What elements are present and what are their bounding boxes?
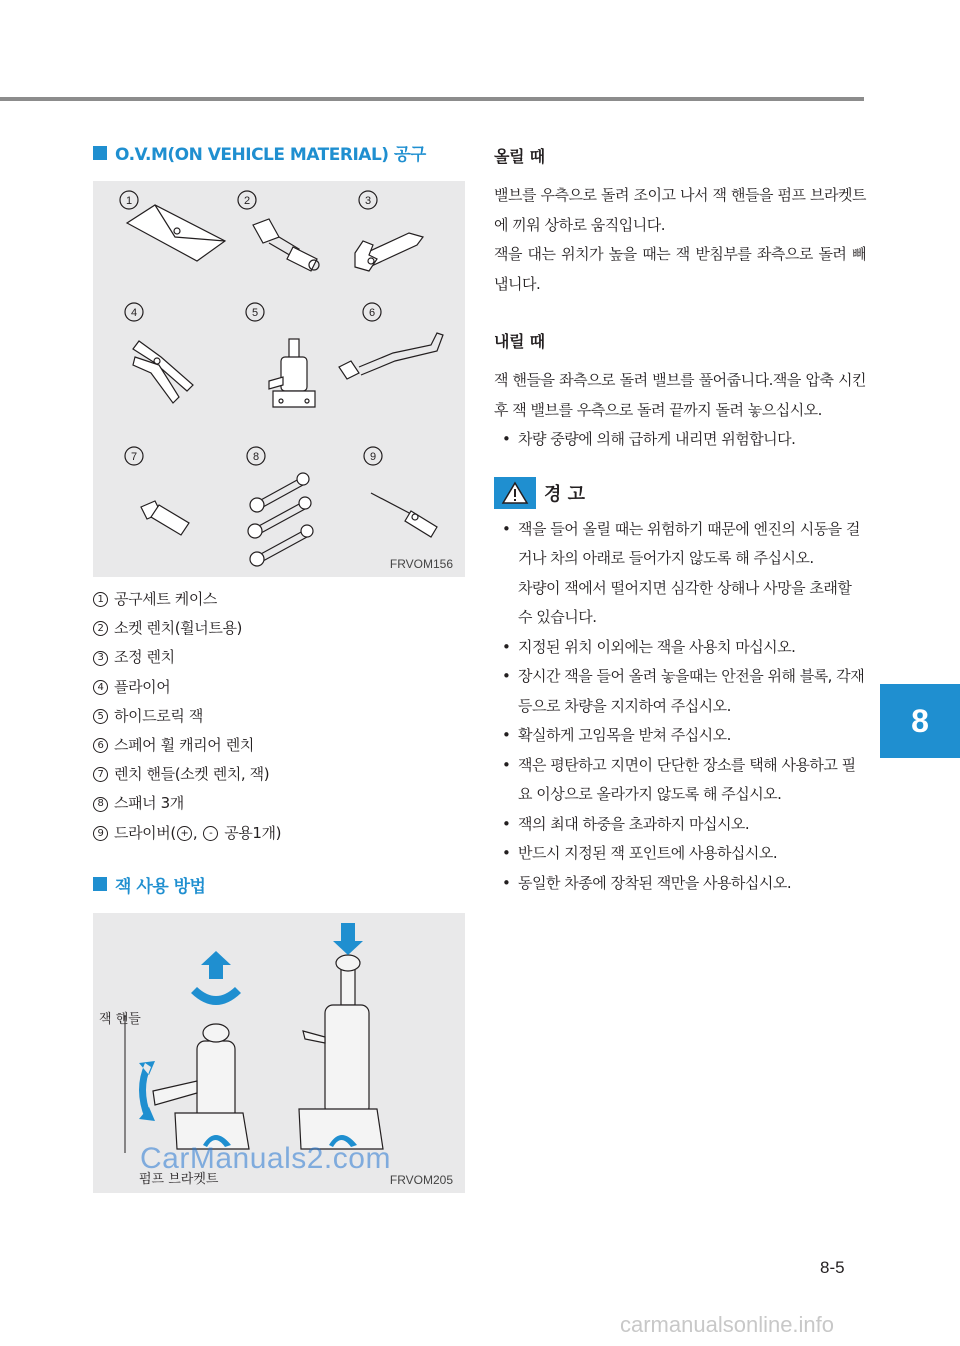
warning-triangle-icon bbox=[494, 477, 536, 509]
hydraulic-jack-icon bbox=[269, 339, 315, 407]
heading-square-icon bbox=[93, 146, 107, 160]
jack-handle-label: 잭 핸들 bbox=[99, 1011, 141, 1027]
list-item: • 지정된 위치 이외에는 잭을 사용치 마십시오. bbox=[494, 633, 866, 663]
pliers-icon bbox=[133, 341, 193, 403]
left-column bbox=[93, 140, 465, 1193]
chapter-tab[interactable]: 8 bbox=[880, 684, 960, 758]
screwdriver-icon bbox=[371, 493, 437, 537]
callout-1-label: 1 bbox=[125, 195, 133, 207]
up-arrow-icon bbox=[201, 951, 231, 979]
lower-paragraph: 잭 핸들을 좌측으로 돌려 밸브를 풀어줍니다.잭을 압축 시킨 후 잭 밸브를 우측으로 돌려 끝까지 돌려 놓으십시오. bbox=[494, 371, 866, 419]
raise-paragraph-2: 잭을 대는 위치가 높을 때는 잭 받침부를 좌측으로 돌려 빼냅니다. bbox=[494, 245, 866, 293]
page-number: 8-5 bbox=[820, 1258, 845, 1277]
tools-illustration bbox=[93, 181, 465, 577]
minus-symbol-icon: - bbox=[203, 826, 218, 841]
list-item: 2 소켓 렌치(휠너트용) bbox=[93, 614, 465, 643]
list-item: 7 렌치 핸들(소켓 렌치, 잭) bbox=[93, 760, 465, 789]
footer-site-link[interactable]: carmanualsonline.info bbox=[620, 1312, 835, 1337]
list-item: • 확실하게 고임목을 받쳐 주십시오. bbox=[494, 721, 866, 751]
lower-bullets bbox=[494, 425, 866, 455]
raise-heading: 올릴 때 bbox=[494, 147, 545, 166]
list-item: 6 스페어 휠 캐리어 렌치 bbox=[93, 731, 465, 760]
pump-bracket-label: 펌프 브라켓트 bbox=[139, 1171, 219, 1187]
list-item: • 차량 중량에 의해 급하게 내리면 위험합니다. bbox=[494, 425, 866, 455]
list-item: • 잭을 들어 올릴 때는 위험하기 때문에 엔진의 시동을 걸거나 차의 아래로 들어가지 않도록 해 주십시오. 차량이 잭에서 떨어지면 심각한 상해나 사망을 초래할 수 있습니다. bbox=[494, 515, 866, 633]
ovm-section-heading: O.V.M(ON VEHICLE MATERIAL) 공구 bbox=[93, 140, 465, 165]
figure-code: FRVOM205 bbox=[389, 1172, 453, 1187]
list-item: 1 공구세트 케이스 bbox=[93, 585, 465, 614]
watermark: CarManuals2.com bbox=[140, 1142, 391, 1175]
list-item: • 장시간 잭을 들어 올려 놓을때는 안전을 위해 블록, 각재등으로 차량을 지지하여 주십시오. bbox=[494, 662, 866, 721]
callout-6-label: 6 bbox=[368, 307, 376, 319]
right-jack-icon bbox=[299, 955, 383, 1149]
tool-case-icon bbox=[127, 205, 225, 261]
list-item: 4 플라이어 bbox=[93, 673, 465, 702]
down-arrow-icon bbox=[333, 923, 363, 955]
lower-heading: 내릴 때 bbox=[494, 332, 545, 351]
jack-section-heading: 잭 사용 방법 bbox=[93, 872, 465, 897]
list-item: 9 드라이버( + , - 공용1개) bbox=[93, 819, 465, 848]
list-item: • 반드시 지정된 잭 포인트에 사용하십시오. bbox=[494, 839, 866, 869]
carrier-wrench-icon bbox=[339, 333, 443, 379]
wrench-handle-icon bbox=[141, 501, 189, 535]
spanners-icon bbox=[248, 473, 313, 566]
list-item: • 동일한 차종에 장착된 잭만을 사용하십시오. bbox=[494, 869, 866, 899]
list-item: • 잭의 최대 하중을 초과하지 마십시오. bbox=[494, 810, 866, 840]
raise-paragraph-1: 밸브를 우측으로 돌려 조이고 나서 잭 핸들을 펌프 브라켓트에 끼워 상하로 움직입니다. bbox=[494, 186, 866, 234]
parts-list bbox=[93, 585, 465, 848]
figure-code: FRVOM156 bbox=[389, 557, 453, 571]
adjustable-wrench-icon bbox=[355, 233, 423, 271]
warning-bullets bbox=[494, 515, 866, 899]
socket-wrench-icon bbox=[253, 219, 319, 271]
callout-8-label: 8 bbox=[252, 451, 260, 463]
callout-3-label: 3 bbox=[364, 195, 372, 207]
callout-7-label: 7 bbox=[130, 451, 138, 463]
callout-9-label: 9 bbox=[369, 451, 377, 463]
list-item: 3 조정 렌치 bbox=[93, 643, 465, 672]
list-item: 8 스패너 3개 bbox=[93, 789, 465, 818]
plus-symbol-icon: + bbox=[177, 826, 192, 841]
top-rule bbox=[0, 97, 864, 101]
list-item: 5 하이드로릭 잭 bbox=[93, 702, 465, 731]
right-column bbox=[494, 140, 866, 898]
callout-5-label: 5 bbox=[251, 307, 259, 319]
rotate-arrow-icon bbox=[191, 987, 241, 1005]
callout-4-label: 4 bbox=[130, 307, 138, 319]
warning-heading: 경 고 bbox=[494, 477, 866, 509]
list-item: • 잭은 평탄하고 지면이 단단한 장소를 택해 사용하고 필요 이상으로 올라가지 않도록 해 주십시오. bbox=[494, 751, 866, 810]
heading-square-icon bbox=[93, 877, 107, 891]
callout-2-label: 2 bbox=[243, 195, 251, 207]
tools-figure bbox=[93, 181, 465, 577]
